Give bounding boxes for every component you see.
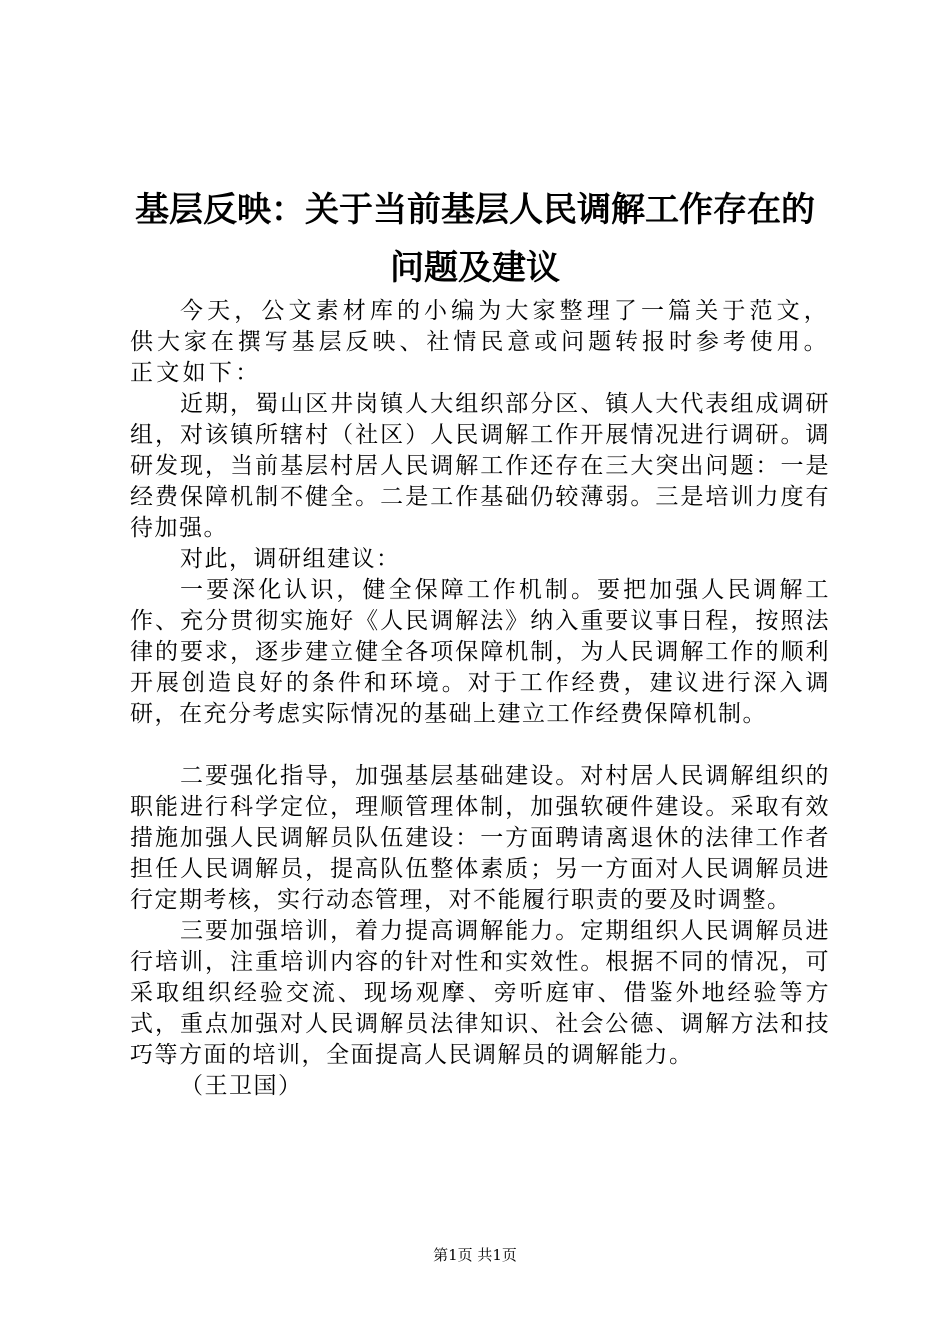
paragraph-author: （王卫国） bbox=[180, 1073, 303, 1099]
document-body bbox=[130, 296, 830, 1102]
paragraph-intro: 今天，公文素材库的小编为大家整理了一篇关于范文，供大家在撰写基层反映、社情民意或问题转报时参考使用。正文如下： bbox=[130, 298, 830, 386]
paragraph-suggestion-1: 一要深化认识，健全保障工作机制。要把加强人民调解工作、充分贯彻实施好《人民调解法》纳入重要议事日程，按照法律的要求，逐步建立健全各项保障机制，为人民调解工作的顺利开展创造良好的条件和环境。对于工作经费，建议进行深入调研，在充分考虑实际情况的基础上建立工作经费保障机制。 bbox=[130, 577, 830, 727]
paragraph-survey: 近期，蜀山区井岗镇人大组织部分区、镇人大代表组成调研组，对该镇所辖村（社区）人民调解工作开展情况进行调研。调研发现，当前基层村居人民调解工作还存在三大突出问题：一是经费保障机制不健全。二是工作基础仍较薄弱。三是培训力度有待加强。 bbox=[130, 391, 830, 541]
page-footer: 第1页 共1页 bbox=[433, 1246, 517, 1264]
paragraph-suggestion-3: 三要加强培训，着力提高调解能力。定期组织人民调解员进行培训，注重培训内容的针对性和实效性。根据不同的情况，可采取组织经验交流、现场观摩、旁听庭审、借鉴外地经验等方式，重点加强对人民调解员法律知识、社会公德、调解方法和技巧等方面的培训，全面提高人民调解员的调解能力。 bbox=[130, 918, 830, 1068]
document-title-line-2: 问题及建议 bbox=[390, 248, 560, 288]
paragraph-suggestion-lead: 对此，调研组建议： bbox=[180, 546, 401, 572]
blank-line bbox=[130, 730, 830, 761]
document-title-line-1: 基层反映：关于当前基层人民调解工作存在的 bbox=[135, 190, 815, 230]
paragraph-suggestion-2: 二要强化指导，加强基层基础建设。对村居人民调解组织的职能进行科学定位，理顺管理体制，加强软硬件建设。采取有效措施加强人民调解员队伍建设：一方面聘请离退休的法律工作者担任人民调解员，提高队伍整体素质；另一方面对人民调解员进行定期考核，实行动态管理，对不能履行职责的要及时调整。 bbox=[130, 763, 830, 913]
